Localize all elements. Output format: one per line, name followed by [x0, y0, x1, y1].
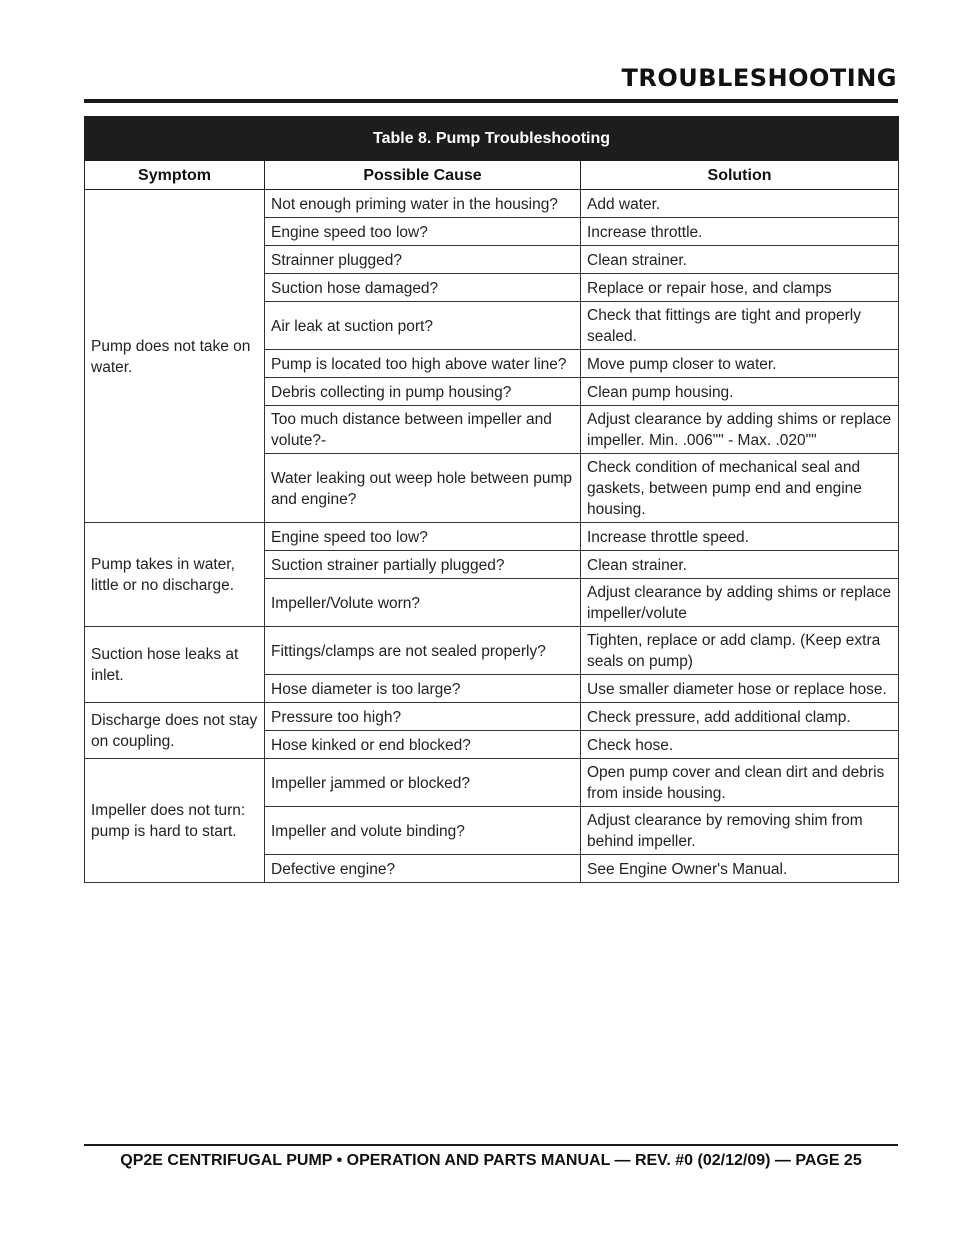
cause-cell: Engine speed too low?: [265, 523, 581, 551]
table-caption: Table 8. Pump Troubleshooting: [85, 117, 899, 161]
solution-cell: Clean strainer.: [581, 246, 899, 274]
cause-cell: Strainner plugged?: [265, 246, 581, 274]
solution-cell: Tighten, replace or add clamp. (Keep extra seals on pump): [581, 627, 899, 675]
page-title: TROUBLESHOOTING: [621, 64, 897, 92]
cause-cell: Pressure too high?: [265, 703, 581, 731]
solution-cell: Clean strainer.: [581, 551, 899, 579]
cause-cell: Not enough priming water in the housing?: [265, 190, 581, 218]
symptom-cell: Suction hose leaks at inlet.: [85, 627, 265, 703]
table-row: [85, 627, 899, 675]
cause-cell: Defective engine?: [265, 855, 581, 883]
solution-cell: Replace or repair hose, and clamps: [581, 274, 899, 302]
footer-divider: [84, 1144, 898, 1146]
solution-cell: Adjust clearance by adding shims or replace impeller. Min. .006"" - Max. .020"": [581, 406, 899, 454]
troubleshooting-table: [84, 116, 899, 883]
table-row: [85, 703, 899, 731]
solution-cell: Increase throttle.: [581, 218, 899, 246]
solution-cell: Adjust clearance by removing shim from behind impeller.: [581, 807, 899, 855]
cause-cell: Pump is located too high above water line?: [265, 350, 581, 378]
solution-cell: Check pressure, add additional clamp.: [581, 703, 899, 731]
table-body: [85, 190, 899, 883]
solution-cell: Adjust clearance by adding shims or replace impeller/volute: [581, 579, 899, 627]
symptom-cell: Pump takes in water, little or no discharge.: [85, 523, 265, 627]
symptom-cell: Pump does not take on water.: [85, 190, 265, 523]
solution-cell: See Engine Owner's Manual.: [581, 855, 899, 883]
cause-cell: Debris collecting in pump housing?: [265, 378, 581, 406]
cause-cell: Air leak at suction port?: [265, 302, 581, 350]
cause-cell: Water leaking out weep hole between pump and engine?: [265, 454, 581, 523]
cause-cell: Impeller and volute binding?: [265, 807, 581, 855]
solution-cell: Open pump cover and clean dirt and debris from inside housing.: [581, 759, 899, 807]
solution-cell: Add water.: [581, 190, 899, 218]
cause-cell: Too much distance between impeller and volute?-: [265, 406, 581, 454]
table-row: [85, 759, 899, 807]
title-divider: [84, 99, 898, 103]
solution-cell: Check that fittings are tight and properly sealed.: [581, 302, 899, 350]
solution-cell: Use smaller diameter hose or replace hose.: [581, 675, 899, 703]
cause-cell: Suction strainer partially plugged?: [265, 551, 581, 579]
solution-cell: Clean pump housing.: [581, 378, 899, 406]
cause-cell: Hose kinked or end blocked?: [265, 731, 581, 759]
cause-cell: Impeller/Volute worn?: [265, 579, 581, 627]
table-row: [85, 523, 899, 551]
symptom-cell: Discharge does not stay on coupling.: [85, 703, 265, 759]
symptom-cell: Impeller does not turn: pump is hard to start.: [85, 759, 265, 883]
column-header-possible-cause: Possible Cause: [265, 161, 581, 190]
solution-cell: Check hose.: [581, 731, 899, 759]
cause-cell: Impeller jammed or blocked?: [265, 759, 581, 807]
cause-cell: Engine speed too low?: [265, 218, 581, 246]
solution-cell: Check condition of mechanical seal and gaskets, between pump end and engine housing.: [581, 454, 899, 523]
column-header-solution: Solution: [581, 161, 899, 190]
cause-cell: Fittings/clamps are not sealed properly?: [265, 627, 581, 675]
cause-cell: Hose diameter is too large?: [265, 675, 581, 703]
solution-cell: Increase throttle speed.: [581, 523, 899, 551]
page-footer: QP2E CENTRIFUGAL PUMP • OPERATION AND PARTS MANUAL — REV. #0 (02/12/09) — PAGE 25: [120, 1152, 862, 1169]
cause-cell: Suction hose damaged?: [265, 274, 581, 302]
solution-cell: Move pump closer to water.: [581, 350, 899, 378]
table-row: [85, 190, 899, 218]
column-header-symptom: Symptom: [85, 161, 265, 190]
